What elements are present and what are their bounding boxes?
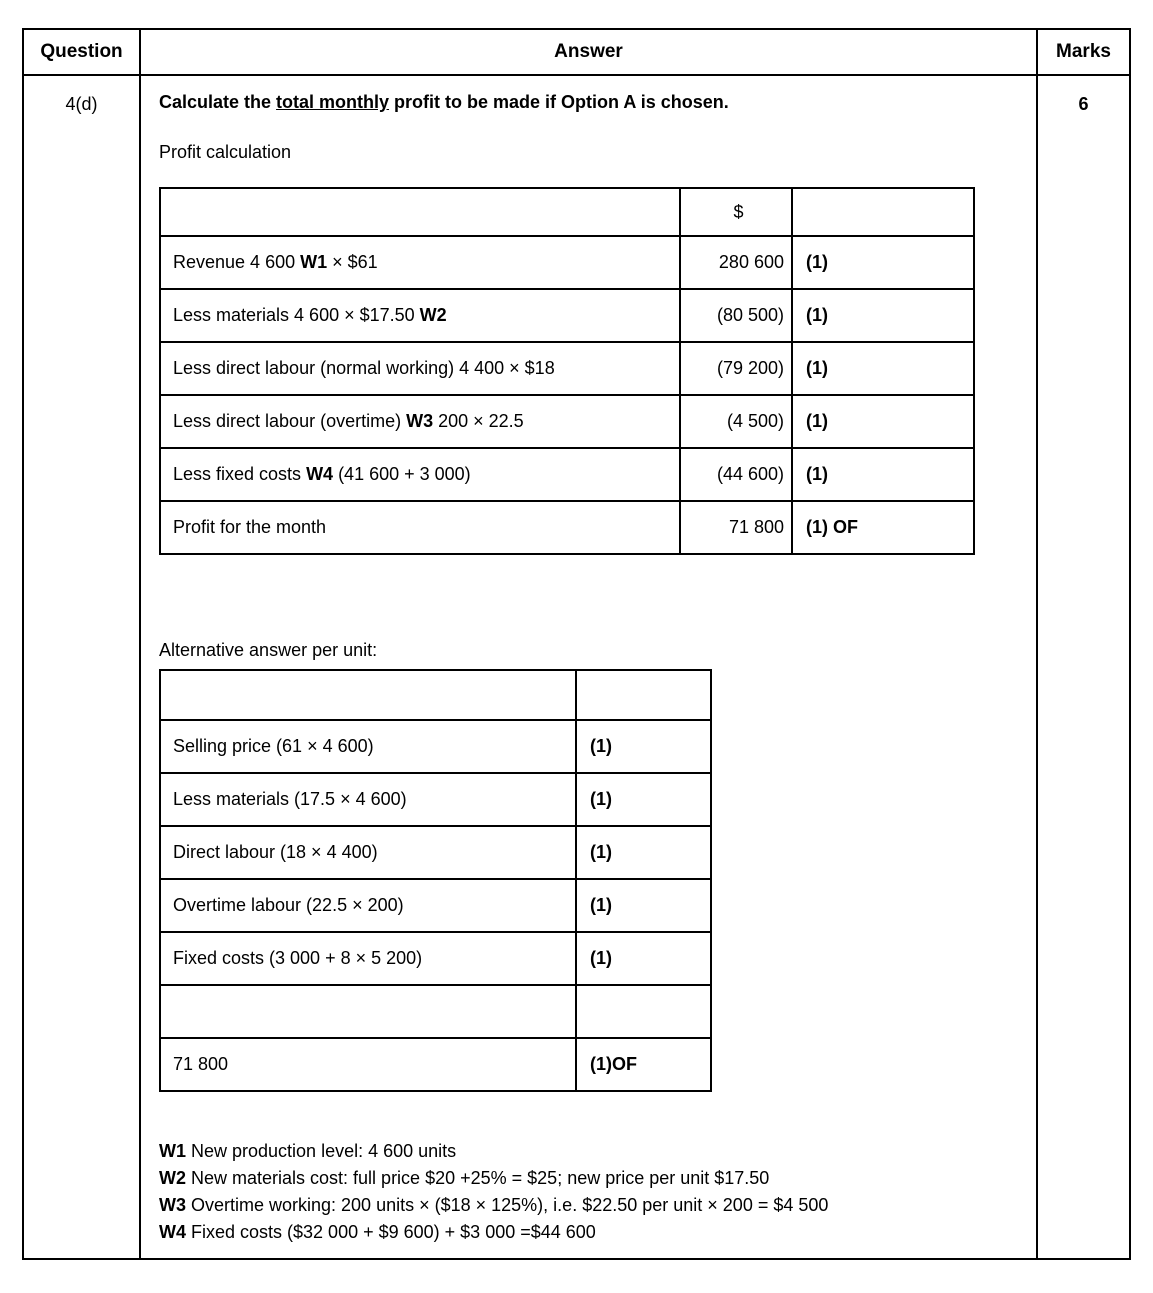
row-mark: (1) <box>576 879 711 932</box>
working-text: New materials cost: full price $20 +25% = $25; new price per unit $17.50 <box>186 1168 770 1188</box>
row-desc <box>160 395 680 448</box>
working-label: W2 <box>159 1168 186 1188</box>
alternative-answer-label: Alternative answer per unit: <box>159 640 378 660</box>
table-row <box>160 826 711 879</box>
row-desc <box>160 236 680 289</box>
working-line-w4 <box>159 1219 1016 1246</box>
row-mark: (1) <box>792 448 974 501</box>
working-label: W1 <box>159 1141 186 1161</box>
desc-bold: W4 <box>306 464 334 484</box>
row-mark: (1) <box>792 395 974 448</box>
table-header-row <box>160 670 711 720</box>
answer-cell <box>140 75 1037 1259</box>
row-mark: (1) OF <box>792 501 974 554</box>
row-desc: Overtime labour (22.5 × 200) <box>160 879 576 932</box>
header-row <box>23 29 1130 75</box>
workings <box>159 1138 1016 1246</box>
profit-calculation-table <box>159 187 975 555</box>
row-desc <box>160 501 680 554</box>
desc-text: Less materials 4 600 × $17.50 <box>173 305 420 325</box>
row-desc <box>160 985 576 1038</box>
alternative-answer-table <box>159 669 712 1092</box>
row-amount: 280 600 <box>680 236 792 289</box>
desc-bold: W3 <box>406 411 434 431</box>
table-row <box>160 395 974 448</box>
working-text: Fixed costs ($32 000 + $9 600) + $3 000 =$44 600 <box>186 1222 596 1242</box>
row-amount: (79 200) <box>680 342 792 395</box>
title-text-pre: Calculate the <box>159 92 277 112</box>
table-row <box>160 879 711 932</box>
row-amount: (4 500) <box>680 395 792 448</box>
table-row <box>160 289 974 342</box>
table-row-empty <box>160 985 711 1038</box>
marks-value: 6 <box>1037 75 1130 1259</box>
row-desc <box>160 289 680 342</box>
working-label: W3 <box>159 1195 186 1215</box>
row-desc <box>160 342 680 395</box>
table-row <box>160 342 974 395</box>
table-row <box>160 236 974 289</box>
row-mark: (1) <box>792 289 974 342</box>
desc-text: Less direct labour (normal working) 4 400 × $18 <box>173 358 555 378</box>
table-row <box>160 932 711 985</box>
row-amount: (80 500) <box>680 289 792 342</box>
header-marks: Marks <box>1037 29 1130 75</box>
desc-bold: W1 <box>300 252 328 272</box>
desc-text: Revenue 4 600 <box>173 252 301 272</box>
row-desc: Less materials (17.5 × 4 600) <box>160 773 576 826</box>
row-mark: (1) <box>576 720 711 773</box>
header-question: Question <box>23 29 140 75</box>
header-desc-cell <box>160 188 680 236</box>
row-mark: (1) <box>576 932 711 985</box>
answer-row <box>23 75 1130 1259</box>
working-line-w1 <box>159 1138 1016 1165</box>
row-desc <box>160 448 680 501</box>
desc-text: Profit for the month <box>173 517 327 537</box>
table-header-row <box>160 188 974 236</box>
desc-text: (41 600 + 3 000) <box>333 464 471 484</box>
header-answer: Answer <box>140 29 1037 75</box>
currency-header: $ <box>680 188 792 236</box>
table-row <box>160 1038 711 1091</box>
question-title <box>159 92 1016 113</box>
desc-text: Less direct labour (overtime) <box>173 411 407 431</box>
row-mark <box>576 985 711 1038</box>
header-mark-cell <box>576 670 711 720</box>
row-amount: 71 800 <box>680 501 792 554</box>
markscheme-table <box>22 28 1131 1260</box>
title-text-post: profit to be made if Option A is chosen. <box>389 92 729 112</box>
row-mark: (1) <box>576 826 711 879</box>
table-row <box>160 448 974 501</box>
desc-text: 200 × 22.5 <box>433 411 524 431</box>
table-row <box>160 773 711 826</box>
profit-calculation-label: Profit calculation <box>159 142 292 162</box>
row-amount: (44 600) <box>680 448 792 501</box>
row-mark: (1)OF <box>576 1038 711 1091</box>
row-mark: (1) <box>576 773 711 826</box>
desc-bold: W2 <box>419 305 447 325</box>
working-line-w3 <box>159 1192 1016 1219</box>
header-mark-cell <box>792 188 974 236</box>
row-mark: (1) <box>792 236 974 289</box>
row-desc: Selling price (61 × 4 600) <box>160 720 576 773</box>
working-text: Overtime working: 200 units × ($18 × 125%), i.e. $22.50 per unit × 200 = $4 500 <box>186 1195 829 1215</box>
row-desc: 71 800 <box>160 1038 576 1091</box>
row-desc: Direct labour (18 × 4 400) <box>160 826 576 879</box>
table-row <box>160 720 711 773</box>
title-underlined-text: total monthly <box>276 92 390 112</box>
working-line-w2 <box>159 1165 1016 1192</box>
header-desc-cell <box>160 670 576 720</box>
row-mark: (1) <box>792 342 974 395</box>
row-desc: Fixed costs (3 000 + 8 × 5 200) <box>160 932 576 985</box>
desc-text: × $61 <box>327 252 378 272</box>
table-row <box>160 501 974 554</box>
working-text: New production level: 4 600 units <box>186 1141 457 1161</box>
working-label: W4 <box>159 1222 186 1242</box>
desc-text: Less fixed costs <box>173 464 307 484</box>
question-number: 4(d) <box>23 75 140 1259</box>
